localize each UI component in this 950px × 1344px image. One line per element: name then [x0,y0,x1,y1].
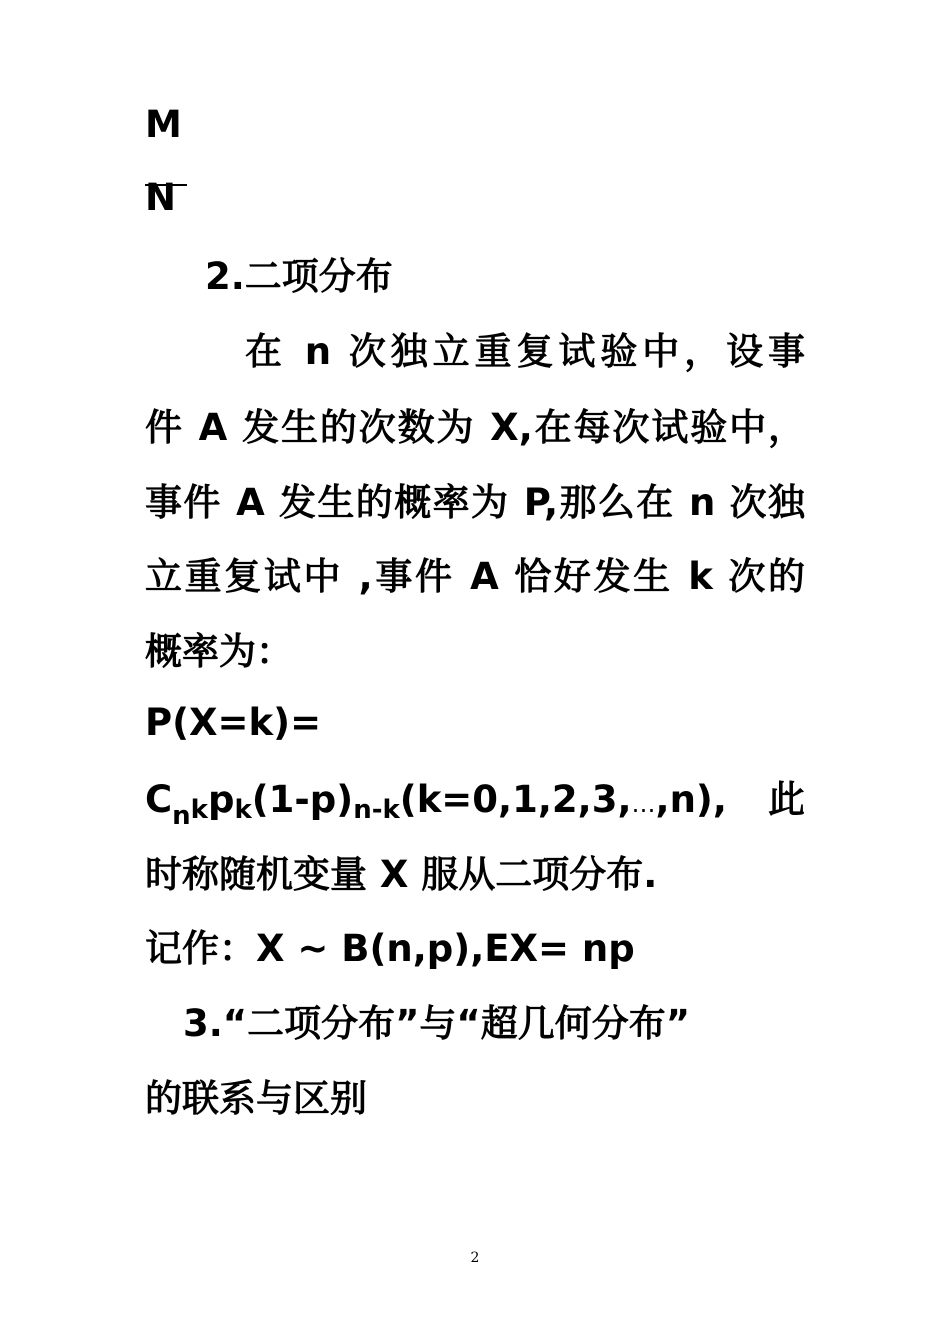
para-line-2: 件 A 发生的次数为 X,在每次试验中， [145,406,805,449]
page-number: 2 [470,1250,480,1266]
line-after-formula: 时称随机变量 X 服从二项分布. [145,853,658,896]
para-line-1: 在 n 次独立重复试验中，设事 [245,330,805,373]
formula-lhs: P(X=k)= [145,701,322,744]
section-2-heading: 2.二项分布 [205,255,393,298]
fraction-numerator: M [145,103,182,146]
formula-p: p [207,778,235,821]
formula-c: C [145,778,173,821]
formula-tail: 此 [768,778,805,821]
para-line-5: 概率为： [145,630,293,673]
para-line-3: 事件 A 发生的概率为 P,那么在 n 次独 [145,481,805,524]
para-line-4: 立重复试中 ,事件 A 恰好发生 k 次的 [145,555,805,598]
fraction-denominator: N [145,176,176,219]
formula-range-end: ,n), [655,778,727,821]
section-3-heading-cont: 的联系与区别 [145,1077,367,1120]
section-3-heading: 3.“二项分布”与“超几何分布” [183,1002,691,1045]
formula-ellipsis: … [631,790,656,818]
formula-line [145,778,805,831]
formula-p-exp: k [234,795,252,825]
formula-range-start: (k=0,1,2,3, [399,778,632,821]
notation-line: 记作：X ~ B(n,p),EX= np [145,927,635,970]
formula-c-sup: k [190,795,208,825]
formula-c-sub: n [172,801,191,831]
formula-mid-exp: n-k [353,795,400,825]
formula-mid: (1-p) [251,778,354,821]
